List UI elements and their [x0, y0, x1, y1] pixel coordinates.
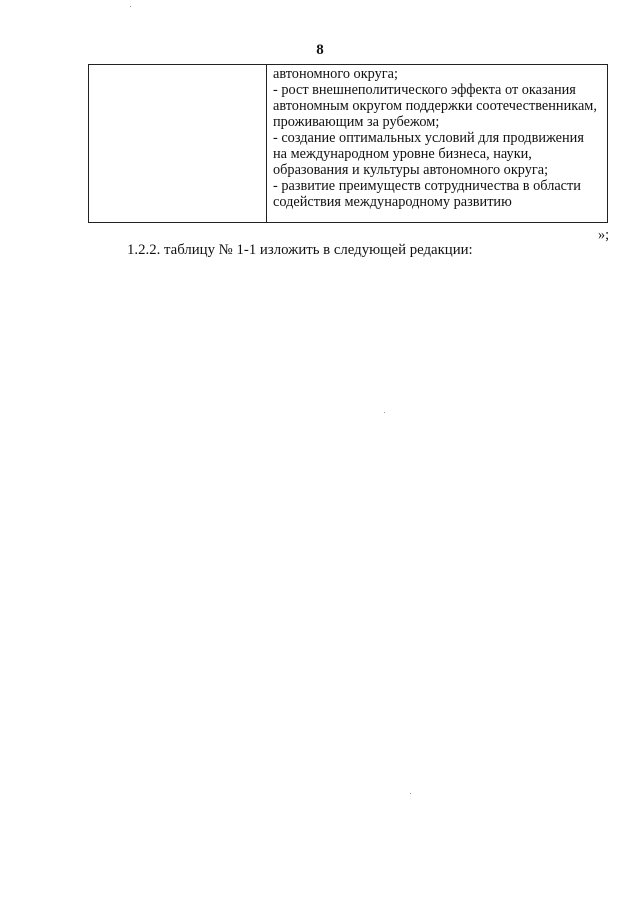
cell-text-line: - развитие преимуществ сотрудничества в области [273, 178, 581, 194]
cell-text-line: проживающим за рубежом; [273, 114, 440, 130]
continued-table [88, 64, 608, 223]
cell-text-line: - создание оптимальных условий для продвижения [273, 130, 584, 146]
cell-text-line: образования и культуры автономного округа; [273, 162, 549, 178]
closing-quote-mark: »; [598, 227, 610, 243]
scan-speck [384, 412, 385, 413]
amendment-paragraph: 1.2.2. таблицу № 1-1 изложить в следующей редакции: [127, 242, 473, 258]
cell-text-line: автономного округа; [273, 66, 398, 82]
cell-text-line: автономным округом поддержки соотечественникам, [273, 98, 597, 114]
cell-text-line: на международном уровне бизнеса, науки, [273, 146, 532, 162]
page-number: 8 [316, 42, 324, 58]
scan-speck [410, 793, 411, 794]
cell-text-line: - рост внешнеполитического эффекта от оказания [273, 82, 576, 98]
table-cell-left [89, 65, 267, 223]
table-cell-right [267, 65, 608, 223]
scan-speck [130, 6, 131, 7]
cell-text-line: содействия международному развитию [273, 194, 512, 210]
table-row [89, 65, 608, 223]
